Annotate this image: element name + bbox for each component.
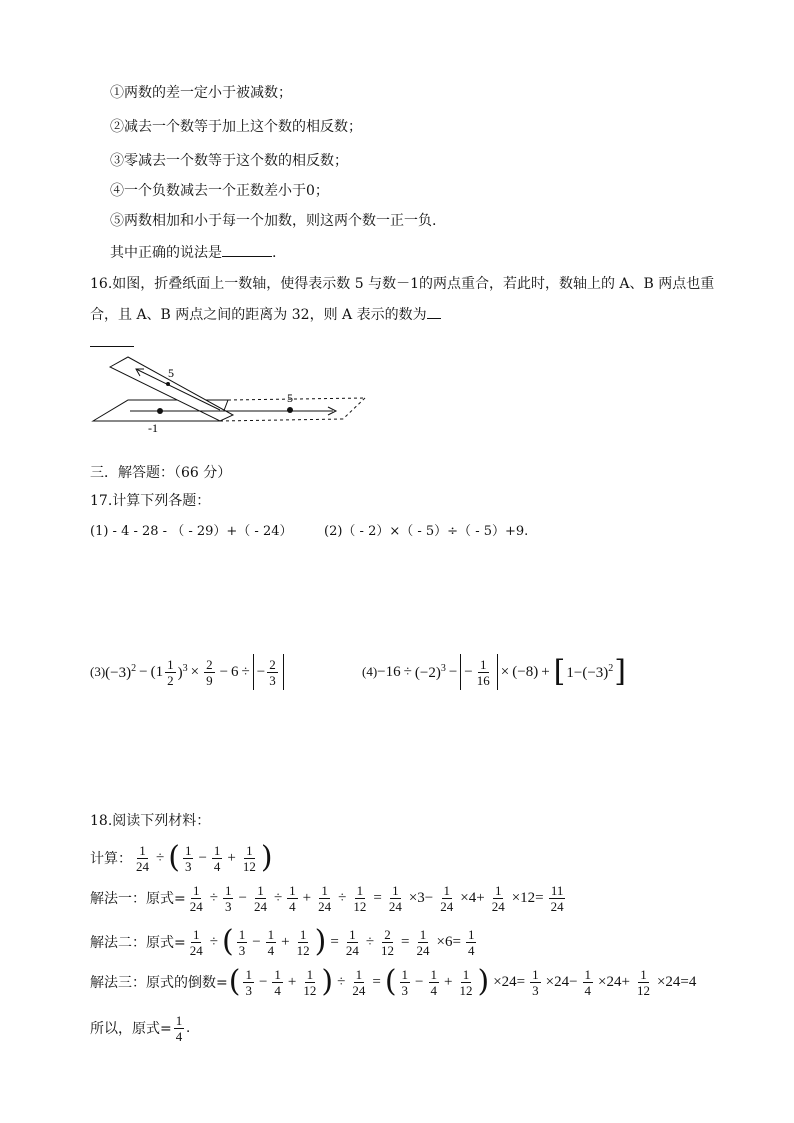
axis-line-folded [136,369,220,410]
folded-number-line-figure [88,355,378,440]
paper-strip-dashed-bottom [220,419,343,421]
q18-method3: 解法三：原式的倒数= ( $\frac{1}{3}$ − $\frac{1}{4}$ + $\frac{1}{12}$ ) ÷ $\frac{1}{24}$ = ( $\frac{1}{3}$ − $\frac{1}{4}$ + $\frac{1}{12}$ ) ×24= $\frac{1}{3}$ ×24− $\frac{1}{4}$ ×24+ $\frac{1}{12}$ ×24=4 [90,964,697,999]
option-1: ①两数的差一定小于被减数； [110,85,292,101]
option-4: ④一个负数减去一个正数差小于0； [110,183,329,199]
section-heading: 三．解答题：（66 分） [90,465,232,481]
q15-period: . [272,245,277,261]
option-5: ⑤两数相加和小于每一个加数，则这两个数一正一负. [110,213,437,229]
paper-strip-dashed-top [228,398,365,400]
q17-title: 17.计算下列各题： [90,493,211,509]
method1-label: 解法一：原式= [90,891,186,907]
q17-part3: (3) $(-3)^2$ − (1 $\frac{1}{2}$ )$^3$ × $\frac{2}{9}$ − 6 ÷ − $\frac{2}{3}$ [90,652,284,692]
method3-label: 解法三：原式的倒数= [90,975,228,991]
answer-blank [222,256,272,257]
label-neg1: -1 [148,421,158,435]
q16-line2 [90,304,441,324]
q17-part3-label: (3) [90,664,106,679]
q16-line1: 16.如图，折叠纸面上一数轴，使得表示数 5 与数－1的两点重合，若此时，数轴上的 A、B 两点也重 [90,276,715,292]
point-neg1 [157,408,163,414]
option-2: ②减去一个数等于加上这个数的相反数； [110,119,362,135]
answer-blank-continued [90,346,134,347]
q18-method2: 解法二：原式= $\frac{1}{24}$ ÷ ( $\frac{1}{3}$ − $\frac{1}{4}$ + $\frac{1}{12}$ ) = $\frac{1}{24}$ ÷ $\frac{2}{12}$ = $\frac{1}{24}$ ×6= $\frac{1}{4}$ [90,924,475,959]
q18-method1: 解法一：原式= $\frac{1}{24}$ ÷ $\frac{1}{3}$ − $\frac{1}{24}$ ÷ $\frac{1}{4}$ + $\frac{1}{24}$ ÷ $\frac{1}{12}$ = $\frac{1}{24}$ ×3− $\frac{1}{24}$ ×4+ $\frac{1}{24}$ ×12= $\frac{11}{24}$ [90,882,564,914]
q16-line2-text: 合，且 A、B 两点之间的距离为 32，则 A 表示的数为 [90,307,427,323]
q15-conclusion [110,242,276,262]
q15-tail-text: 其中正确的说法是 [110,245,222,261]
q18-conclusion: 所以，原式= $\frac{1}{4}$ . [90,1012,190,1044]
q17-part2: (2)（ - 2）×（ - 5）÷（ - 5）+9. [324,524,529,539]
calc-label: 计算： [90,851,132,867]
label-5-top: 5 [168,366,174,380]
q18-calc: 计算： $\frac{1}{24}$ ÷ ( $\frac{1}{3}$ − $\frac{1}{4}$ + $\frac{1}{12}$ ) [90,840,273,875]
answer-blank [427,318,441,319]
so-label: 所以，原式= [90,1021,172,1037]
q17-part1: (1) - 4 - 28 - （ - 29）+（ - 24） [90,524,293,539]
q17-part4-label: (4) [362,664,378,679]
q17-part4: (4) −16 ÷ $(-2)^3$ − − $\frac{1}{16}$ × (−8) + [ $1-(-3)^2$ ] [362,654,627,689]
paper-strip-dashed-end [343,398,365,419]
label-5-right: 5 [287,391,293,405]
point-5-folded [166,382,170,386]
option-3: ③零减去一个数等于这个数的相反数； [110,153,348,169]
method2-label: 解法二：原式= [90,935,186,951]
point-5-right [287,407,293,413]
q18-title: 18.阅读下列材料： [90,813,211,829]
